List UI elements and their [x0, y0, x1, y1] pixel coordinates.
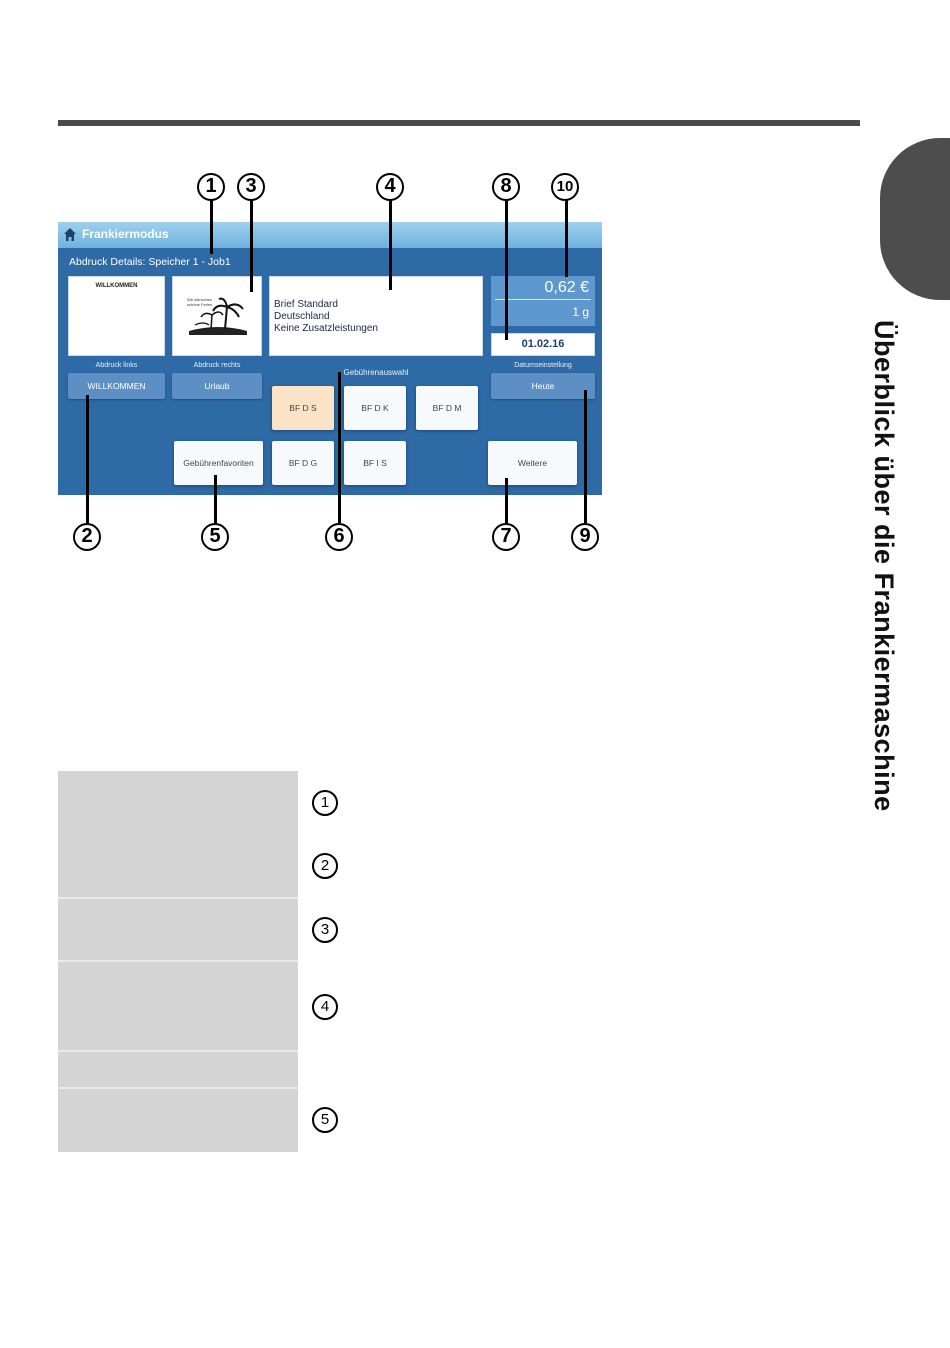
screen-header	[58, 222, 602, 248]
rate-button-bf-i-s[interactable]: BF I S	[344, 441, 406, 485]
legend-row-separator	[58, 1050, 298, 1052]
rate-selection-label: Gebührenauswahl	[343, 368, 409, 377]
rate-button-bf-d-k[interactable]: BF D K	[344, 386, 406, 430]
callout-2: 2	[73, 523, 101, 551]
home-icon[interactable]	[63, 227, 77, 242]
imprint-right-logo-text: Wir wünschen schöne Ferien	[187, 297, 213, 307]
postage-amount: 0,62 €	[544, 279, 589, 296]
callout-3: 3	[237, 173, 265, 201]
imprint-left-label: Abdruck links	[95, 362, 138, 369]
rate-description	[269, 276, 483, 356]
callout-line-4	[389, 200, 392, 290]
chapter-title: Überblick über die Frankiermaschine	[869, 320, 899, 812]
date-setting-label: Datumseinstellung	[514, 362, 572, 369]
callout-7: 7	[492, 523, 520, 551]
callout-line-1	[210, 200, 213, 254]
callout-5: 5	[201, 523, 229, 551]
imprint-left-text: WILLKOMMEN	[95, 283, 138, 289]
header-rule	[58, 120, 860, 126]
callout-line-2	[86, 395, 89, 523]
callout-1: 1	[197, 173, 225, 201]
callout-line-10	[565, 200, 568, 277]
callout-10: 10	[551, 173, 579, 201]
legend-number-2: 2	[312, 853, 338, 879]
more-button[interactable]: Weitere	[488, 441, 577, 485]
favorites-button[interactable]: Gebührenfavoriten	[174, 441, 263, 485]
imprint-right-button[interactable]: Urlaub	[172, 373, 262, 399]
rate-button-bf-d-m[interactable]: BF D M	[416, 386, 478, 430]
date-display: 01.02.16	[491, 333, 595, 356]
callout-line-5	[214, 475, 217, 523]
legend-row-separator	[58, 897, 298, 899]
date-setting-button[interactable]: Heute	[491, 373, 595, 399]
callout-line-9	[584, 390, 587, 523]
palm-island-logo	[185, 295, 251, 337]
legend-row-separator	[58, 1087, 298, 1089]
legend-row-separator	[58, 960, 298, 962]
callout-8: 8	[492, 173, 520, 201]
rate-button-bf-d-g[interactable]: BF D G	[272, 441, 334, 485]
postage-divider	[495, 299, 591, 300]
rate-services: Keine Zusatzleistungen	[274, 323, 378, 334]
legend-number-3: 3	[312, 917, 338, 943]
imprint-details: Abdruck Details: Speicher 1 - Job1	[69, 256, 231, 268]
callout-line-8	[505, 200, 508, 340]
rate-button-bf-d-s[interactable]: BF D S	[272, 386, 334, 430]
callout-line-3	[250, 200, 253, 292]
callout-4: 4	[376, 173, 404, 201]
callout-line-7	[505, 478, 508, 523]
legend-number-1: 1	[312, 790, 338, 816]
franking-screen	[58, 222, 602, 495]
rate-product: Brief Standard	[274, 299, 338, 310]
imprint-right-preview[interactable]	[172, 276, 262, 356]
callout-9: 9	[571, 523, 599, 551]
legend-number-5: 5	[312, 1107, 338, 1133]
callout-6: 6	[325, 523, 353, 551]
imprint-left-button[interactable]: WILLKOMMEN	[68, 373, 165, 399]
imprint-left-preview[interactable]	[68, 276, 165, 356]
screen-title: Frankiermodus	[82, 227, 169, 241]
callout-line-6	[338, 372, 341, 523]
weight-value: 1 g	[572, 305, 589, 319]
chapter-tab	[880, 138, 950, 300]
rate-destination: Deutschland	[274, 311, 330, 322]
imprint-right-label: Abdruck rechts	[193, 362, 241, 369]
legend-number-4: 4	[312, 994, 338, 1020]
